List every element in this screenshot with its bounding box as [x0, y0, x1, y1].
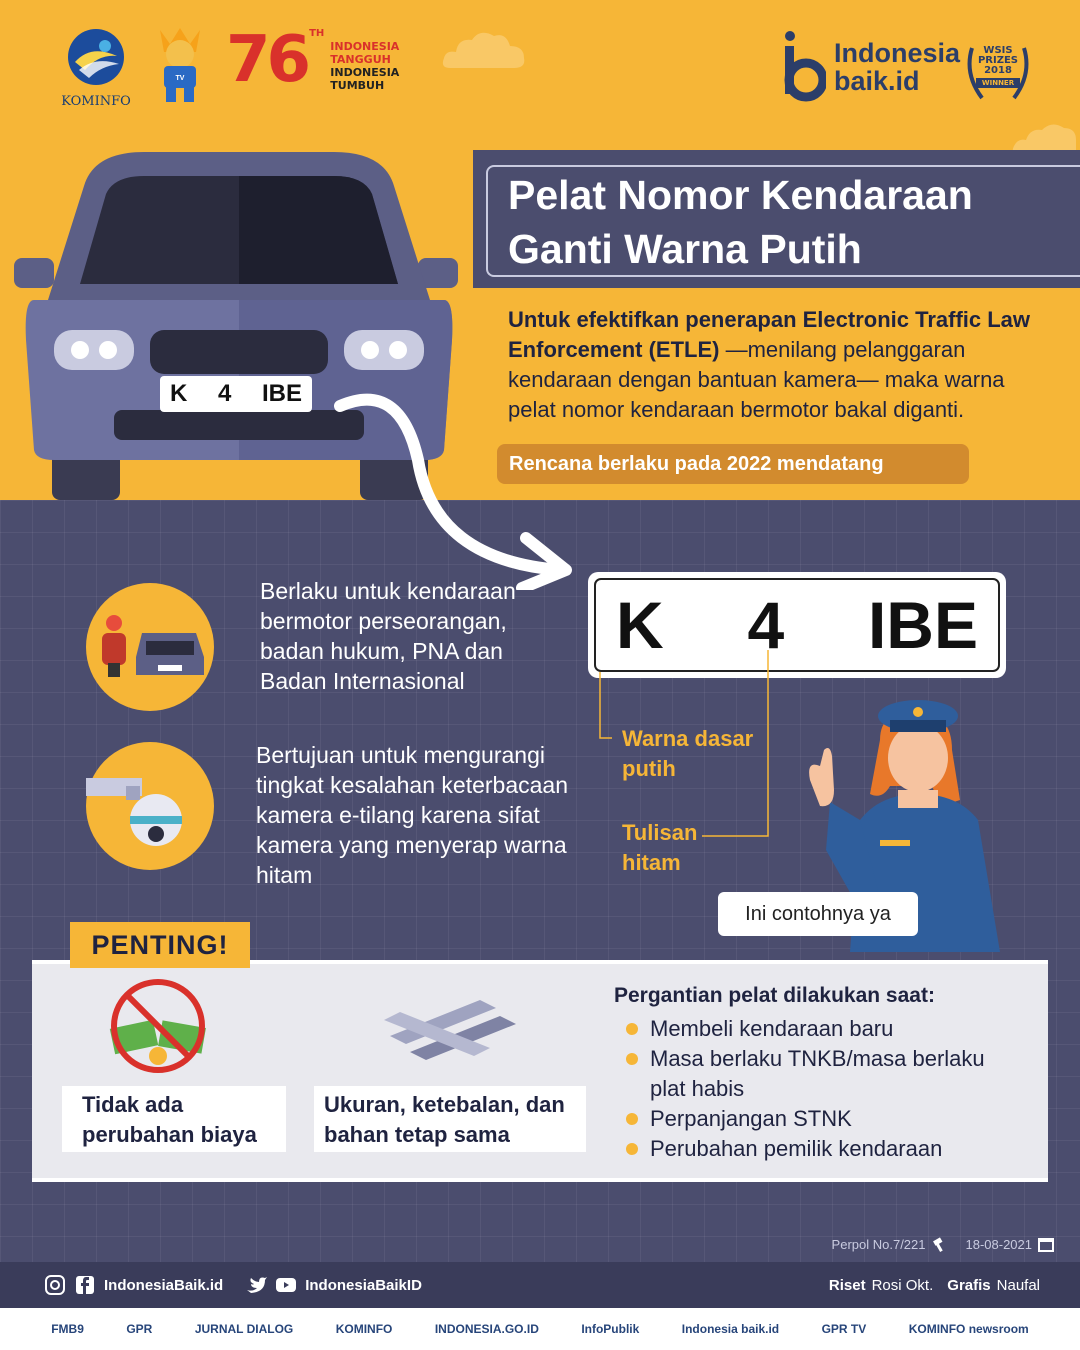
- cctv-camera-icon: [86, 742, 214, 870]
- partner-logo: JURNAL DIALOG: [194, 1322, 294, 1336]
- partner-logo: GPR: [126, 1322, 153, 1336]
- partner-logo: KOMINFO: [335, 1322, 393, 1336]
- twitter-icon[interactable]: [245, 1274, 267, 1296]
- replacement-title: Pergantian pelat dilakukan saat:: [614, 984, 935, 1007]
- info-scope-text: Berlaku untuk kendaraan bermotor perseorangan, badan hukum, PNA dan Badan Internasional: [260, 578, 516, 694]
- instagram-icon[interactable]: [44, 1274, 66, 1296]
- title-line2: Ganti Warna Putih: [508, 226, 862, 272]
- ri76-line4: TUMBUH: [330, 79, 385, 92]
- ri76-line1: INDONESIA: [330, 40, 400, 53]
- title-line1: Pelat Nomor Kendaraan: [508, 172, 973, 218]
- svg-text:TV: TV: [175, 75, 185, 82]
- wsis-line1: WSIS: [983, 45, 1013, 56]
- partner-logo: KOMINFO newsroom: [908, 1322, 1029, 1336]
- grafis-label: Grafis: [947, 1276, 991, 1294]
- riset-label: Riset: [828, 1276, 866, 1294]
- info-purpose-text: Bertujuan untuk mengurangi tingkat kesalahan keterbacaan kamera e-tilang karena sifat kamera yang menyerap warna hitam: [256, 742, 568, 888]
- intro-rest: —menilang pelanggaran kendaraan dengan bantuan kamera— maka warna pelat nomor kendaraan bermotor bakal diganti.: [508, 337, 1005, 422]
- label-text-color: Tulisan hitam: [622, 820, 698, 875]
- footer-handle-1[interactable]: IndonesiaBaik.id: [104, 1276, 224, 1294]
- partner-logo: GPR TV: [821, 1322, 867, 1336]
- list-item: Perubahan pemilik kendaraan: [626, 1134, 1026, 1164]
- partner-logo: FMB9: [51, 1322, 84, 1336]
- cloud-icon: [440, 28, 530, 72]
- social-footer: [0, 1262, 1080, 1308]
- indonesiabaik-logo: [782, 30, 960, 104]
- calendar-icon: [1038, 1236, 1054, 1252]
- source-text: Perpol No.7/221: [831, 1236, 926, 1252]
- facebook-icon[interactable]: [74, 1274, 96, 1296]
- ri76-line3: INDONESIA: [330, 66, 400, 79]
- no-cost-card: Tidak ada perubahan biaya: [62, 1086, 286, 1152]
- kominfo-emblem-icon: [61, 26, 131, 88]
- plan-banner: Rencana berlaku pada 2022 mendatang: [497, 444, 969, 484]
- ri76-number: 76: [226, 23, 308, 97]
- replacement-list: [626, 1014, 1026, 1164]
- vehicles-icon-circle: [86, 583, 214, 711]
- label-base-color: Warna dasar putih: [622, 726, 754, 781]
- intro-bold: Untuk efektifkan penerapan Electronic Traffic Law Enforcement (ETLE): [508, 307, 1031, 362]
- indonesiabaik-b-icon: [782, 30, 826, 104]
- wsis-badge: [962, 38, 1034, 108]
- car-plate-suffix: IBE: [261, 380, 302, 407]
- date-text: 18-08-2021: [965, 1236, 1032, 1252]
- curved-arrow-icon: [330, 390, 580, 590]
- no-money-icon: [104, 978, 214, 1078]
- grafis-name: Naufal: [996, 1276, 1040, 1294]
- camera-icon-circle: [86, 742, 214, 870]
- car-plate-number: 4: [217, 380, 232, 407]
- big-plate-number: 4: [747, 588, 785, 662]
- tv-digital-mascot: [150, 22, 208, 110]
- big-plate-suffix: IBE: [867, 588, 978, 662]
- mascot-icon: [150, 22, 208, 106]
- vehicles-icon: [86, 583, 214, 711]
- kominfo-label: KOMINFO: [61, 94, 131, 109]
- wsis-line3: 2018: [984, 65, 1012, 76]
- ri76-th: TH: [309, 28, 325, 39]
- partner-logo: InfoPublik: [581, 1322, 640, 1336]
- wsis-line2: PRIZES: [977, 55, 1019, 66]
- important-label: PENTING!: [70, 922, 250, 968]
- car-plate-letter: K: [170, 380, 188, 407]
- ri76-tagline: [330, 40, 399, 92]
- partner-logo: Indonesia baik.id: [681, 1322, 780, 1336]
- page-title: [508, 168, 1068, 276]
- footer-handle-2[interactable]: IndonesiaBaikID: [305, 1276, 422, 1294]
- list-item: Perpanjangan STNK: [626, 1104, 1026, 1134]
- partner-logos-bar: [0, 1308, 1080, 1350]
- speech-bubble: Ini contohnya ya: [718, 892, 918, 936]
- intro-paragraph: [508, 305, 1053, 425]
- ibaik-line2: baik.id: [834, 66, 920, 96]
- list-item: Membeli kendaraan baru: [626, 1014, 1026, 1044]
- gavel-icon: [932, 1236, 948, 1252]
- ri76-line2: TANGGUH: [330, 53, 391, 66]
- kominfo-logo: [56, 26, 136, 109]
- big-plate-letter: K: [616, 588, 664, 662]
- partner-logo: INDONESIA.GO.ID: [434, 1322, 539, 1336]
- wsis-line4: WINNER: [976, 78, 1020, 88]
- metal-bars-icon: [380, 992, 530, 1072]
- same-material-card: Ukuran, ketebalan, dan bahan tetap sama: [314, 1086, 586, 1152]
- source-meta: [832, 1236, 1054, 1252]
- ibaik-line1: Indonesia: [834, 38, 961, 68]
- youtube-icon[interactable]: [275, 1274, 297, 1296]
- riset-name: Rosi Okt.: [871, 1276, 934, 1294]
- list-item: Masa berlaku TNKB/masa berlaku plat habis: [626, 1044, 1026, 1104]
- car-license-plate: [160, 376, 312, 412]
- ri-76-logo: [226, 23, 400, 97]
